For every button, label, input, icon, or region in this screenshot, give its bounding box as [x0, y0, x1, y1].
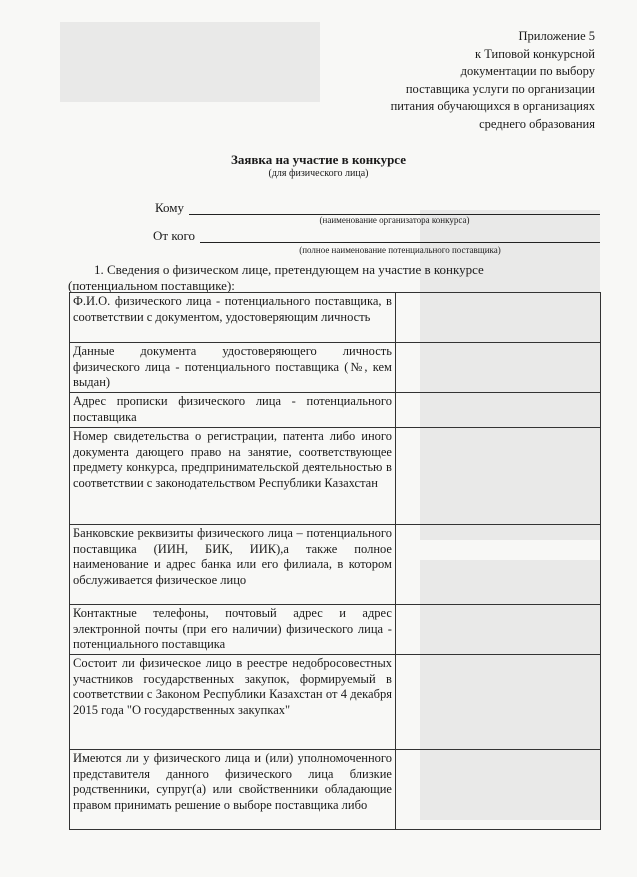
section-1-title: 1. Сведения о физическом лице, претендующем на участие в конкурсе — [94, 262, 484, 277]
row-question: Адрес прописки физического лица - потенциального поставщика — [70, 393, 396, 428]
row-question: Контактные телефоны, почтовый адрес и адрес электронной почты (при его наличии) физического лица - потенциального поставщика — [70, 605, 396, 655]
document-title: Заявка на участие в конкурсе — [230, 152, 406, 167]
row-question: Номер свидетельства о регистрации, патента либо иного документа дающего право на занятие, соответствующее предмету конкурса, предпринимательской деятельностью в соответствии с законодательством Республики Казахстан — [70, 428, 396, 525]
row-question: Состоит ли физическое лицо в реестре недобросовестных участников государственных закупок, формируемый в соответствии с Законом Республики Казахстан от 4 декабря 2015 года "О государственных закупках" — [70, 655, 396, 750]
from-input-line[interactable] — [200, 228, 600, 243]
from-label: От кого — [153, 228, 195, 243]
appendix-line: поставщика услуги по организации — [405, 81, 595, 96]
from-hint: (полное наименование потенциального поставщика) — [299, 245, 501, 255]
row-answer-cell[interactable] — [395, 655, 600, 750]
to-hint: (наименование организатора конкурса) — [319, 215, 470, 225]
row-question: Ф.И.О. физического лица - потенциального поставщика, в соответствии с документом, удостоверяющим личность — [70, 293, 396, 343]
row-question: Банковские реквизиты физического лица – потенциального поставщика (ИИН, БИК, ИИК),а также полное наименование и адрес банка или его филиала, в котором обслуживается физическое лицо — [70, 525, 396, 605]
applicant-info-table — [69, 292, 601, 830]
section-1-title-end: (потенциальном поставщике): — [68, 278, 235, 293]
appendix-line: к Типовой конкурсной — [475, 46, 595, 61]
table-row — [70, 605, 601, 655]
row-answer-cell[interactable] — [395, 393, 600, 428]
row-answer-cell[interactable] — [395, 293, 600, 343]
row-answer-cell[interactable] — [395, 343, 600, 393]
document-subtitle: (для физического лица) — [268, 168, 369, 179]
bleed-through-block — [60, 22, 320, 102]
table-row — [70, 428, 601, 525]
row-answer-cell[interactable] — [395, 605, 600, 655]
section-1-heading — [68, 262, 600, 294]
row-question: Данные документа удостоверяющего личность физического лица - потенциального поставщика (№, кем выдан) — [70, 343, 396, 393]
table-row — [70, 655, 601, 750]
table-row — [70, 343, 601, 393]
appendix-heading — [391, 28, 595, 133]
row-question: Имеются ли у физического лица и (или) уполномоченного представителя данного физического лица близкие родственники, супруг(а) или свойственники обладающие правом принимать решение о выборе поставщика либо — [70, 750, 396, 830]
appendix-line: питания обучающихся в организациях — [390, 99, 595, 113]
table-row — [70, 393, 601, 428]
appendix-line: документации по выбору — [460, 64, 595, 78]
row-answer-cell[interactable] — [395, 750, 600, 830]
table-row — [70, 525, 601, 605]
appendix-line: среднего образования — [479, 116, 595, 131]
row-answer-cell[interactable] — [395, 525, 600, 605]
row-answer-cell[interactable] — [395, 428, 600, 525]
table-row — [70, 293, 601, 343]
to-label: Кому — [155, 200, 185, 215]
appendix-line: Приложение 5 — [518, 29, 595, 43]
to-input-line[interactable] — [189, 200, 600, 215]
table-row — [70, 750, 601, 830]
